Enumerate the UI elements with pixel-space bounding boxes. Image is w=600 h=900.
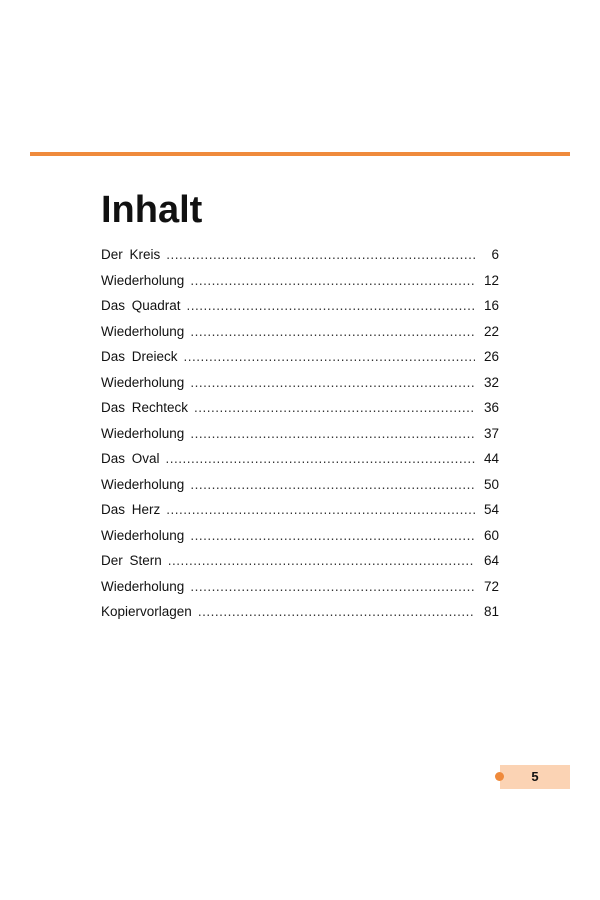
toc-dot-leader (190, 268, 475, 294)
toc-entry[interactable] (101, 523, 499, 549)
toc-entry-page: 26 (483, 349, 499, 364)
toc-entry-page: 36 (483, 400, 499, 415)
toc-entry-title: Das Quadrat (101, 298, 181, 313)
toc-entry[interactable] (101, 421, 499, 447)
toc-entry-title: Wiederholung (101, 476, 185, 492)
page-title: Inhalt (101, 189, 203, 231)
toc-dot-leader (166, 446, 475, 472)
toc-entry-title: Wiederholung (101, 578, 185, 594)
toc-entry-title: Das Rechteck (101, 400, 189, 415)
toc-entry-title: Wiederholung (101, 527, 185, 543)
toc-entry[interactable] (101, 497, 499, 523)
toc-entry-title: Das Herz (101, 502, 161, 517)
toc-entry-page: 12 (483, 272, 499, 288)
toc-dot-leader (190, 319, 475, 345)
table-of-contents (101, 242, 499, 625)
toc-entry-page: 22 (483, 323, 499, 339)
toc-entry[interactable] (101, 242, 499, 268)
toc-entry-title: Der Stern (101, 553, 162, 568)
page-number: 5 (531, 769, 539, 784)
toc-entry-title: Wiederholung (101, 425, 185, 441)
toc-entry[interactable] (101, 319, 499, 345)
toc-entry[interactable] (101, 472, 499, 498)
toc-entry-page: 64 (483, 553, 499, 568)
toc-entry-title: Der Kreis (101, 247, 161, 262)
toc-dot-leader (194, 395, 475, 421)
toc-dot-leader (190, 523, 475, 549)
toc-entry[interactable] (101, 268, 499, 294)
toc-entry-page: 6 (491, 247, 499, 262)
toc-entry-page: 60 (483, 527, 499, 543)
toc-entry-page: 44 (483, 451, 499, 466)
toc-entry-title: Wiederholung (101, 272, 185, 288)
toc-entry-title: Wiederholung (101, 323, 185, 339)
toc-entry[interactable] (101, 395, 499, 421)
toc-dot-leader (187, 293, 475, 319)
toc-entry[interactable] (101, 548, 499, 574)
toc-dot-leader (166, 497, 475, 523)
toc-entry-page: 16 (483, 298, 499, 313)
toc-entry[interactable] (101, 446, 499, 472)
toc-dot-leader (198, 599, 475, 625)
toc-entry-page: 32 (483, 374, 499, 390)
toc-entry-page: 72 (483, 578, 499, 594)
toc-dot-leader (190, 574, 475, 600)
toc-dot-leader (168, 548, 475, 574)
toc-dot-leader (190, 421, 475, 447)
toc-entry-title: Das Oval (101, 451, 160, 466)
toc-entry[interactable] (101, 574, 499, 600)
toc-entry[interactable] (101, 599, 499, 625)
toc-entry-page: 50 (483, 476, 499, 492)
toc-entry[interactable] (101, 370, 499, 396)
toc-entry-page: 54 (483, 502, 499, 517)
toc-entry-title: Wiederholung (101, 374, 185, 390)
toc-entry-title: Das Dreieck (101, 349, 178, 364)
toc-dot-leader (190, 472, 475, 498)
toc-entry-page: 37 (483, 425, 499, 441)
toc-entry-title: Kopiervorlagen (101, 604, 192, 619)
toc-dot-leader (190, 370, 475, 396)
toc-entry[interactable] (101, 344, 499, 370)
toc-dot-leader (184, 344, 475, 370)
top-orange-rule (30, 152, 570, 156)
toc-entry-page: 81 (483, 604, 499, 619)
toc-dot-leader (166, 242, 475, 268)
toc-entry[interactable] (101, 293, 499, 319)
